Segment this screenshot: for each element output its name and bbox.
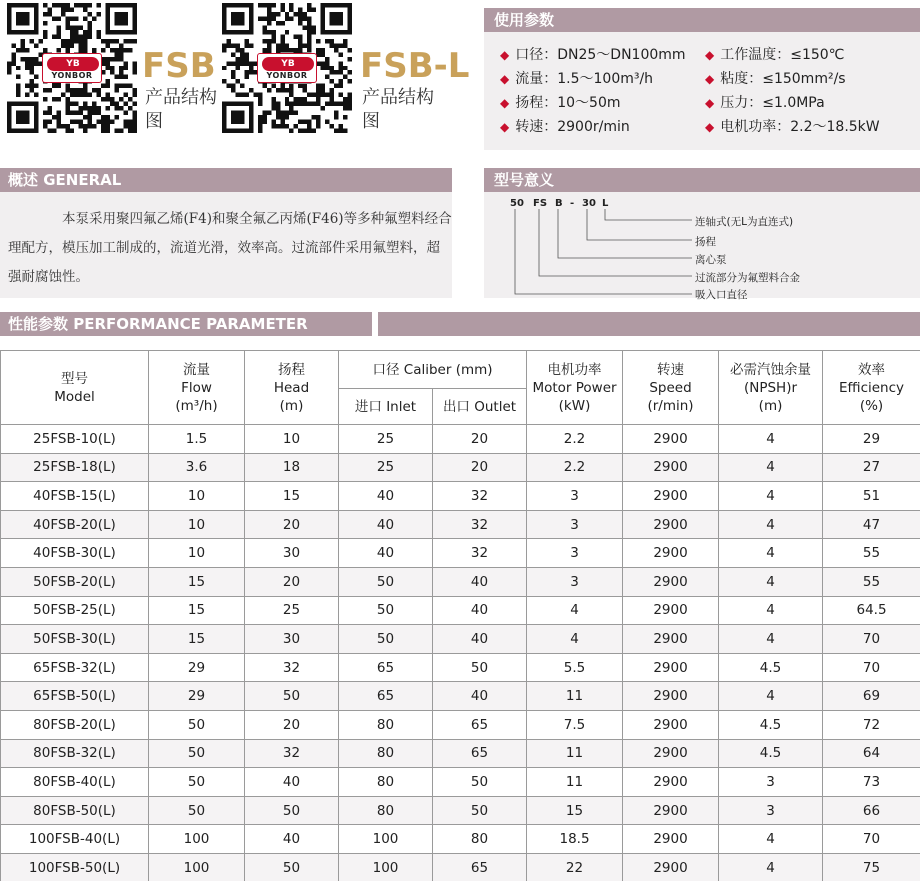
cell-efficiency: 70 (823, 825, 920, 854)
cell-inlet: 100 (339, 825, 433, 854)
cell-outlet: 50 (433, 796, 527, 825)
cell-inlet: 80 (339, 796, 433, 825)
cell-efficiency: 69 (823, 682, 920, 711)
cell-model: 40FSB-30(L) (1, 539, 149, 568)
cell-power: 7.5 (527, 710, 623, 739)
cell-inlet: 80 (339, 739, 433, 768)
cell-speed: 2900 (623, 482, 719, 511)
cell-flow: 1.5 (149, 425, 245, 454)
yonbor-logo (42, 53, 102, 83)
cell-npsh: 4 (719, 625, 823, 654)
table-row (1, 768, 920, 797)
table-row (1, 796, 920, 825)
cell-npsh: 4 (719, 596, 823, 625)
cell-model: 65FSB-32(L) (1, 653, 149, 682)
cell-npsh: 4 (719, 539, 823, 568)
cell-efficiency: 70 (823, 625, 920, 654)
cell-flow: 100 (149, 825, 245, 854)
cell-power: 3 (527, 539, 623, 568)
cell-speed: 2900 (623, 625, 719, 654)
product-title-fsb: FSB (142, 46, 216, 86)
cell-head: 30 (245, 539, 339, 568)
cell-model: 50FSB-20(L) (1, 567, 149, 596)
table-row (1, 710, 920, 739)
col-caliber: 口径 Caliber (mm) (339, 351, 527, 389)
cell-model: 80FSB-20(L) (1, 710, 149, 739)
cell-speed: 2900 (623, 510, 719, 539)
param-speed: ◆ 转速：2900r/min (500, 119, 630, 135)
cell-model: 50FSB-30(L) (1, 625, 149, 654)
cell-model: 100FSB-50(L) (1, 853, 149, 881)
cell-model: 80FSB-50(L) (1, 796, 149, 825)
cell-model: 100FSB-40(L) (1, 825, 149, 854)
cell-npsh: 4 (719, 425, 823, 454)
param-motor-power: ◆ 电机功率：2.2～18.5kW (705, 119, 880, 135)
param-pressure: ◆ 压力：≤1.0MPa (705, 95, 825, 111)
cell-model: 80FSB-40(L) (1, 768, 149, 797)
label-centrifugal: 离心泵 (695, 254, 727, 266)
qr-code-fsb-l (222, 3, 352, 133)
cell-npsh: 3 (719, 768, 823, 797)
cell-flow: 10 (149, 510, 245, 539)
label-coupling: 连轴式(无L为直连式) (695, 216, 794, 228)
cell-outlet: 32 (433, 539, 527, 568)
code-dash: - (570, 198, 575, 209)
param-viscosity: ◆ 粘度：≤150mm²/s (705, 71, 846, 87)
cell-speed: 2900 (623, 682, 719, 711)
table-row (1, 453, 920, 482)
cell-inlet: 80 (339, 710, 433, 739)
cell-head: 50 (245, 796, 339, 825)
cell-speed: 2900 (623, 768, 719, 797)
cell-speed: 2900 (623, 539, 719, 568)
cell-head: 20 (245, 710, 339, 739)
cell-power: 22 (527, 853, 623, 881)
table-row (1, 653, 920, 682)
code-b: B (555, 198, 563, 209)
cell-npsh: 3 (719, 796, 823, 825)
cell-inlet: 40 (339, 510, 433, 539)
cell-inlet: 50 (339, 596, 433, 625)
bullet-icon: ◆ (705, 96, 715, 110)
table-row (1, 825, 920, 854)
col-head: 扬程 Head (m) (245, 351, 339, 425)
col-efficiency: 效率 Efficiency (%) (823, 351, 920, 425)
cell-power: 11 (527, 739, 623, 768)
bullet-icon: ◆ (705, 48, 715, 62)
qr-code-fsb (7, 3, 137, 133)
table-row (1, 625, 920, 654)
param-flow: ◆ 流量：1.5～100m³/h (500, 71, 654, 87)
logo-mark: YB (47, 57, 99, 71)
cell-speed: 2900 (623, 739, 719, 768)
table-row (1, 853, 920, 881)
usage-header: 使用参数 (484, 8, 920, 32)
cell-speed: 2900 (623, 567, 719, 596)
col-npsh: 必需汽蚀余量 (NPSH)r (m) (719, 351, 823, 425)
code-l: L (602, 198, 609, 209)
cell-efficiency: 64 (823, 739, 920, 768)
cell-power: 11 (527, 682, 623, 711)
cell-speed: 2900 (623, 796, 719, 825)
cell-efficiency: 70 (823, 653, 920, 682)
cell-efficiency: 29 (823, 425, 920, 454)
cell-inlet: 25 (339, 453, 433, 482)
label-material: 过流部分为氟塑料合金 (695, 272, 800, 284)
cell-outlet: 40 (433, 625, 527, 654)
cell-inlet: 25 (339, 425, 433, 454)
product-subtitle-fsb: 产品结构图 (145, 87, 217, 132)
table-row (1, 510, 920, 539)
param-temperature: ◆ 工作温度：≤150℃ (705, 47, 845, 63)
cell-head: 50 (245, 853, 339, 881)
cell-head: 18 (245, 453, 339, 482)
cell-power: 18.5 (527, 825, 623, 854)
cell-flow: 3.6 (149, 453, 245, 482)
cell-outlet: 65 (433, 710, 527, 739)
cell-inlet: 100 (339, 853, 433, 881)
cell-power: 2.2 (527, 453, 623, 482)
cell-npsh: 4.5 (719, 710, 823, 739)
cell-model: 40FSB-15(L) (1, 482, 149, 511)
cell-efficiency: 73 (823, 768, 920, 797)
col-power: 电机功率 Motor Power (kW) (527, 351, 623, 425)
bullet-icon: ◆ (705, 120, 715, 134)
cell-flow: 50 (149, 710, 245, 739)
cell-flow: 10 (149, 482, 245, 511)
col-outlet: 出口 Outlet (433, 389, 527, 425)
general-header: 概述 GENERAL (0, 168, 452, 192)
cell-npsh: 4 (719, 682, 823, 711)
cell-speed: 2900 (623, 453, 719, 482)
bullet-icon: ◆ (705, 72, 715, 86)
cell-model: 25FSB-18(L) (1, 453, 149, 482)
cell-outlet: 20 (433, 425, 527, 454)
cell-power: 4 (527, 596, 623, 625)
col-speed: 转速 Speed (r/min) (623, 351, 719, 425)
cell-efficiency: 72 (823, 710, 920, 739)
cell-head: 50 (245, 682, 339, 711)
cell-outlet: 32 (433, 510, 527, 539)
cell-inlet: 80 (339, 768, 433, 797)
cell-flow: 100 (149, 853, 245, 881)
logo-brand: YONBOR (266, 71, 308, 80)
cell-power: 5.5 (527, 653, 623, 682)
cell-speed: 2900 (623, 596, 719, 625)
cell-head: 32 (245, 653, 339, 682)
performance-table (0, 350, 920, 881)
cell-power: 4 (527, 625, 623, 654)
cell-speed: 2900 (623, 425, 719, 454)
cell-speed: 2900 (623, 825, 719, 854)
cell-flow: 29 (149, 682, 245, 711)
cell-model: 40FSB-20(L) (1, 510, 149, 539)
yonbor-logo (257, 53, 317, 83)
cell-flow: 50 (149, 796, 245, 825)
cell-outlet: 80 (433, 825, 527, 854)
cell-model: 50FSB-25(L) (1, 596, 149, 625)
code-diameter: 50 (510, 198, 524, 209)
cell-power: 11 (527, 768, 623, 797)
cell-outlet: 20 (433, 453, 527, 482)
bullet-icon: ◆ (500, 96, 510, 110)
cell-npsh: 4 (719, 510, 823, 539)
cell-npsh: 4 (719, 567, 823, 596)
cell-head: 30 (245, 625, 339, 654)
performance-header: 性能参数 PERFORMANCE PARAMETER (0, 312, 372, 336)
cell-flow: 29 (149, 653, 245, 682)
product-subtitle-fsb-l: 产品结构图 (362, 87, 434, 132)
col-inlet: 进口 Inlet (339, 389, 433, 425)
param-head: ◆ 扬程：10～50m (500, 95, 621, 111)
cell-npsh: 4 (719, 825, 823, 854)
code-head: 30 (582, 198, 596, 209)
cell-efficiency: 27 (823, 453, 920, 482)
logo-mark: YB (262, 57, 314, 71)
cell-efficiency: 55 (823, 539, 920, 568)
cell-speed: 2900 (623, 710, 719, 739)
table-row (1, 482, 920, 511)
cell-inlet: 40 (339, 482, 433, 511)
cell-outlet: 50 (433, 653, 527, 682)
general-text: 本泵采用聚四氟乙烯(F4)和聚全氟乙丙烯(F46)等多种氟塑料经合理配方，模压加工制成的，流道光滑，效率高。过流部件采用氟塑料，超强耐腐蚀性。 (8, 211, 452, 285)
table-row (1, 682, 920, 711)
usage-params (500, 42, 910, 142)
cell-head: 32 (245, 739, 339, 768)
cell-efficiency: 66 (823, 796, 920, 825)
cell-npsh: 4 (719, 853, 823, 881)
cell-head: 10 (245, 425, 339, 454)
cell-efficiency: 75 (823, 853, 920, 881)
table-row (1, 596, 920, 625)
cell-inlet: 65 (339, 682, 433, 711)
cell-head: 40 (245, 768, 339, 797)
cell-npsh: 4 (719, 453, 823, 482)
cell-outlet: 65 (433, 853, 527, 881)
cell-power: 3 (527, 567, 623, 596)
cell-outlet: 40 (433, 682, 527, 711)
cell-flow: 10 (149, 539, 245, 568)
col-model: 型号 Model (1, 351, 149, 425)
cell-outlet: 32 (433, 482, 527, 511)
cell-flow: 50 (149, 739, 245, 768)
cell-power: 3 (527, 482, 623, 511)
cell-head: 40 (245, 825, 339, 854)
cell-efficiency: 51 (823, 482, 920, 511)
cell-flow: 15 (149, 567, 245, 596)
logo-brand: YONBOR (51, 71, 93, 80)
code-fs: FS (533, 198, 548, 209)
cell-model: 25FSB-10(L) (1, 425, 149, 454)
label-head: 扬程 (695, 236, 716, 248)
col-flow: 流量 Flow (m³/h) (149, 351, 245, 425)
cell-npsh: 4.5 (719, 739, 823, 768)
cell-flow: 50 (149, 768, 245, 797)
cell-inlet: 40 (339, 539, 433, 568)
cell-efficiency: 64.5 (823, 596, 920, 625)
param-caliber: ◆ 口径：DN25～DN100mm (500, 47, 686, 63)
cell-power: 15 (527, 796, 623, 825)
table-row (1, 539, 920, 568)
bullet-icon: ◆ (500, 72, 510, 86)
cell-head: 20 (245, 567, 339, 596)
cell-flow: 15 (149, 625, 245, 654)
table-row (1, 739, 920, 768)
bullet-icon: ◆ (500, 48, 510, 62)
cell-model: 80FSB-32(L) (1, 739, 149, 768)
performance-header-extension (378, 312, 920, 336)
cell-power: 3 (527, 510, 623, 539)
label-inlet-diameter: 吸入口直径 (695, 289, 748, 301)
product-title-fsb-l: FSB-L (360, 46, 470, 86)
cell-speed: 2900 (623, 853, 719, 881)
cell-flow: 15 (149, 596, 245, 625)
cell-inlet: 65 (339, 653, 433, 682)
cell-inlet: 50 (339, 625, 433, 654)
cell-outlet: 65 (433, 739, 527, 768)
table-row (1, 425, 920, 454)
cell-model: 65FSB-50(L) (1, 682, 149, 711)
cell-outlet: 40 (433, 596, 527, 625)
cell-head: 20 (245, 510, 339, 539)
cell-speed: 2900 (623, 653, 719, 682)
cell-npsh: 4.5 (719, 653, 823, 682)
model-meaning-header: 型号意义 (484, 168, 920, 192)
cell-power: 2.2 (527, 425, 623, 454)
cell-inlet: 50 (339, 567, 433, 596)
table-row (1, 567, 920, 596)
cell-outlet: 40 (433, 567, 527, 596)
bullet-icon: ◆ (500, 120, 510, 134)
cell-npsh: 4 (719, 482, 823, 511)
cell-head: 15 (245, 482, 339, 511)
cell-efficiency: 55 (823, 567, 920, 596)
cell-efficiency: 47 (823, 510, 920, 539)
cell-head: 25 (245, 596, 339, 625)
cell-outlet: 50 (433, 768, 527, 797)
